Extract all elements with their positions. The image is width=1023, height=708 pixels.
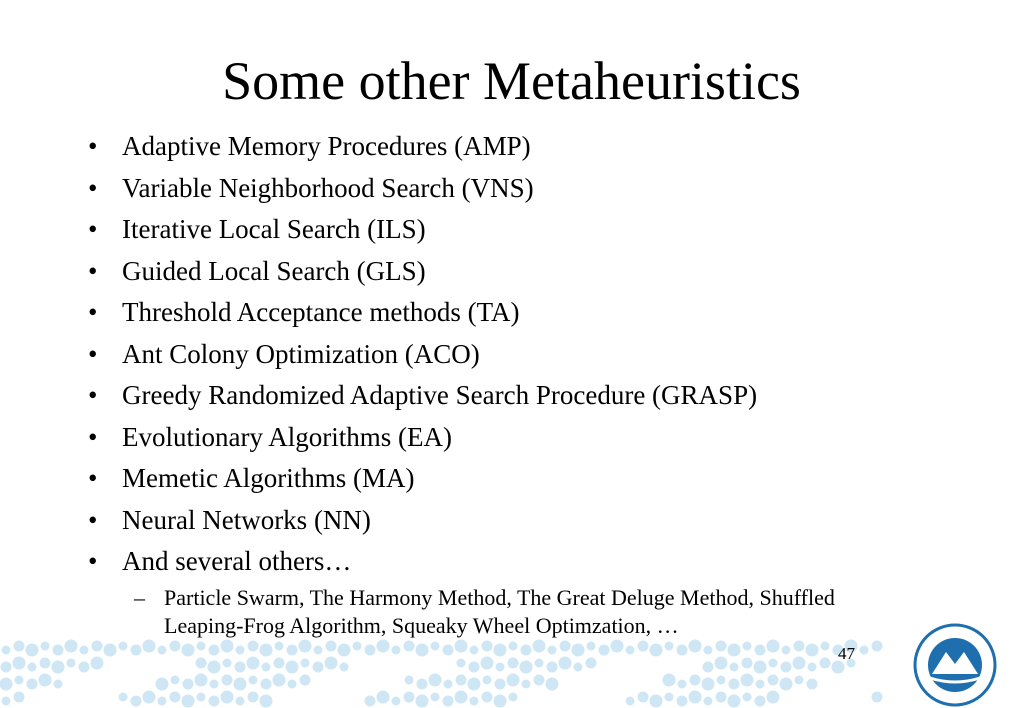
decor-dot — [26, 644, 39, 657]
decor-dot — [742, 658, 753, 669]
decor-dot — [546, 678, 559, 691]
bullet-dot: • — [88, 463, 98, 493]
decor-dot — [14, 692, 25, 703]
decor-dot — [715, 657, 728, 670]
decor-dot — [482, 641, 493, 652]
decor-dot — [482, 692, 493, 703]
decor-dot — [221, 691, 234, 704]
decor-dot — [755, 645, 766, 656]
decor-dot — [665, 642, 674, 651]
decor-dot — [182, 695, 195, 708]
decor-dot — [780, 678, 793, 691]
decor-dot — [13, 657, 26, 670]
decor-dot — [509, 642, 518, 651]
decor-dot — [183, 679, 194, 690]
decor-dot — [260, 695, 273, 708]
decor-dot — [377, 691, 390, 704]
decor-dot — [520, 661, 533, 674]
decor-dot — [286, 661, 299, 674]
bullet-dot: • — [88, 297, 98, 327]
decor-dot — [262, 663, 271, 672]
decor-dot — [209, 645, 220, 656]
bullet-item — [88, 541, 968, 583]
decor-dot — [860, 646, 869, 655]
decor-dot — [91, 657, 104, 670]
dot-pattern-decoration — [0, 632, 900, 708]
bullet-item — [88, 334, 968, 376]
decor-dot — [247, 657, 260, 670]
decor-dot — [171, 676, 180, 685]
decor-dot — [703, 662, 714, 673]
decor-dot — [767, 691, 780, 704]
bullet-text: Greedy Randomized Adaptive Search Procedure (GRASP) — [122, 380, 758, 410]
decor-dot — [587, 642, 596, 651]
bullet-text: Guided Local Search (GLS) — [122, 255, 426, 286]
decor-dot — [223, 659, 232, 668]
decor-dot — [522, 680, 531, 689]
decor-dot — [104, 644, 117, 657]
bullet-dot: • — [88, 172, 98, 203]
decor-dot — [730, 663, 739, 672]
decor-dot — [560, 641, 571, 652]
decor-dot — [431, 693, 440, 702]
decor-dot — [781, 662, 792, 673]
decor-dot — [767, 640, 780, 653]
decor-dot — [260, 644, 273, 657]
decor-dot — [455, 640, 468, 653]
decor-dot — [314, 646, 323, 655]
decor-dot — [197, 642, 206, 651]
decor-dot — [40, 658, 51, 669]
decor-dot — [455, 691, 468, 704]
decor-dot — [249, 676, 258, 685]
decor-dot — [443, 696, 454, 707]
decor-dot — [509, 693, 518, 702]
decor-dot — [586, 658, 597, 669]
decor-dot — [156, 678, 169, 691]
bullet-text: Threshold Acceptance methods (TA) — [122, 297, 520, 327]
decor-dot — [495, 679, 506, 690]
decor-dot — [80, 646, 89, 655]
bullet-item — [88, 168, 968, 210]
bullet-list — [88, 126, 968, 583]
decor-dot — [768, 675, 779, 686]
sub-bullet-text: Particle Swarm, The Harmony Method, The Great Deluge Method, Shuffled Leaping-Frog Algorithm, Squeaky Wheel Optimzation, … — [164, 585, 835, 638]
decor-dot — [67, 659, 76, 668]
bullet-item — [88, 458, 968, 500]
decor-dot — [470, 646, 479, 655]
decor-dot — [65, 640, 78, 653]
decor-dot — [808, 663, 817, 672]
decor-dot — [248, 692, 259, 703]
bullet-text: Iterative Local Search (ILS) — [122, 214, 426, 244]
bullet-text: Neural Networks (NN) — [122, 504, 371, 535]
decor-dot — [365, 696, 376, 707]
decor-dot — [807, 679, 818, 690]
decor-dot — [626, 646, 635, 655]
decor-dot — [275, 642, 284, 651]
decor-dot — [443, 645, 454, 656]
decor-dot — [444, 680, 453, 689]
decor-dot — [793, 657, 806, 670]
decor-dot — [483, 676, 492, 685]
decor-dot — [313, 662, 324, 673]
decor-dot — [340, 663, 349, 672]
decor-dot — [39, 674, 52, 687]
decor-dot — [377, 640, 390, 653]
decor-dot — [287, 645, 298, 656]
decor-dot — [143, 691, 156, 704]
decor-dot — [741, 674, 754, 687]
decor-dot — [665, 693, 674, 702]
decor-dot — [274, 658, 285, 669]
decor-dot — [210, 680, 219, 689]
decor-dot — [182, 644, 195, 657]
bullet-text: Evolutionary Algorithms (EA) — [122, 421, 452, 452]
bullet-dot: • — [88, 421, 98, 452]
decor-dot — [0, 678, 13, 691]
decor-dot — [208, 661, 221, 674]
decor-dot — [299, 640, 312, 653]
decor-dot — [14, 641, 25, 652]
bullet-item — [88, 292, 968, 334]
decor-dot — [677, 645, 688, 656]
decor-dot — [469, 662, 480, 673]
decor-dot — [806, 644, 819, 657]
bullet-text: Memetic Algorithms (MA) — [122, 463, 415, 493]
decor-dot — [704, 697, 713, 706]
decor-dot — [704, 646, 713, 655]
decor-dot — [821, 642, 830, 651]
bullet-dot: • — [88, 338, 98, 369]
decor-dot — [690, 675, 701, 686]
decor-dot — [1, 662, 12, 673]
decor-dot — [170, 641, 181, 652]
decor-dot — [548, 646, 557, 655]
decor-dot — [273, 674, 286, 687]
decor-dot — [222, 675, 233, 686]
bullet-text: Ant Colony Optimization (ACO) — [122, 338, 480, 369]
decor-dot — [457, 659, 466, 668]
page-number: 47 — [838, 644, 855, 663]
decor-dot — [872, 641, 883, 652]
decor-dot — [405, 676, 414, 685]
decor-dot — [92, 641, 103, 652]
decor-dot — [404, 692, 415, 703]
decor-dot — [756, 680, 765, 689]
decor-dot — [429, 674, 442, 687]
decor-dot — [663, 674, 676, 687]
decor-dot — [197, 693, 206, 702]
decor-dot — [572, 644, 585, 657]
decor-dot — [288, 680, 297, 689]
dot-pattern-group — [0, 640, 883, 708]
decor-dot — [53, 645, 64, 656]
decor-dot — [468, 678, 481, 691]
decor-dot — [729, 679, 740, 690]
decor-dot — [574, 663, 583, 672]
bullet-item — [88, 209, 968, 251]
decor-dot — [41, 642, 50, 651]
bullet-text: Variable Neighborhood Search (VNS) — [122, 172, 534, 203]
decor-dot — [872, 692, 883, 703]
decor-dot — [326, 641, 337, 652]
bullet-dot: • — [88, 546, 98, 576]
decor-dot — [392, 646, 401, 655]
decor-dot — [599, 645, 610, 656]
decor-dot — [533, 640, 546, 653]
bullet-dot: • — [88, 131, 98, 161]
decor-dot — [392, 697, 401, 706]
decor-dot — [158, 697, 167, 706]
decor-dot — [677, 696, 688, 707]
decor-dot — [754, 661, 767, 674]
decor-dot — [221, 640, 234, 653]
bullet-dot: • — [88, 504, 98, 535]
bullet-text: And several others… — [122, 546, 352, 576]
decor-dot — [158, 646, 167, 655]
bullet-dot: • — [88, 380, 98, 410]
decor-dot — [416, 695, 429, 708]
decor-dot — [28, 663, 37, 672]
decor-dot — [2, 697, 11, 706]
bullet-item — [88, 375, 968, 417]
bullet-item — [88, 126, 968, 168]
decor-dot — [234, 678, 247, 691]
decor-dot — [743, 693, 752, 702]
decor-dot — [325, 657, 338, 670]
decor-dot — [507, 674, 520, 687]
decor-dot — [119, 693, 128, 702]
decor-dot — [820, 658, 831, 669]
bullet-item — [88, 500, 968, 542]
decor-dot — [702, 678, 715, 691]
decor-dot — [143, 640, 156, 653]
decor-dot — [481, 657, 494, 670]
decor-dot — [638, 641, 649, 652]
decor-dot — [716, 641, 727, 652]
decor-dot — [769, 659, 778, 668]
decor-dot — [716, 692, 727, 703]
decor-dot — [404, 641, 415, 652]
decor-dot — [2, 646, 11, 655]
decor-dot — [534, 675, 545, 686]
decor-dot — [611, 640, 624, 653]
decor-dot — [417, 679, 428, 690]
decor-dot — [782, 646, 791, 655]
decor-dot — [626, 697, 635, 706]
sub-bullet-dash: – — [134, 585, 145, 610]
decor-dot — [689, 640, 702, 653]
decor-dot — [261, 679, 272, 690]
decor-dot — [521, 645, 532, 656]
decor-dot — [15, 676, 24, 685]
decor-dot — [353, 642, 362, 651]
decor-dot — [650, 695, 663, 708]
decor-dot — [416, 644, 429, 657]
decor-dot — [728, 695, 741, 708]
decor-dot — [743, 642, 752, 651]
decor-dot — [794, 641, 805, 652]
decor-dot — [494, 644, 507, 657]
decor-dot — [650, 644, 663, 657]
decor-dot — [494, 695, 507, 708]
decor-dot — [717, 676, 726, 685]
decor-dot — [728, 644, 741, 657]
decor-dot — [79, 662, 90, 673]
decor-dot — [547, 662, 558, 673]
decor-dot — [795, 676, 804, 685]
decor-dot — [755, 696, 766, 707]
bullet-item — [88, 251, 968, 293]
decor-dot — [131, 645, 142, 656]
bullet-text: Adaptive Memory Procedures (AMP) — [122, 131, 531, 161]
decor-dot — [470, 697, 479, 706]
decor-dot — [195, 674, 208, 687]
decor-dot — [559, 657, 572, 670]
decor-dot — [508, 658, 519, 669]
decor-dot — [456, 675, 467, 686]
decor-dot — [54, 680, 63, 689]
decor-dot — [236, 646, 245, 655]
decor-dot — [535, 659, 544, 668]
decor-dot — [689, 691, 702, 704]
decor-dot — [27, 679, 38, 690]
slide-title: Some other Metaheuristics — [222, 51, 801, 111]
bullet-dot: • — [88, 214, 98, 244]
decor-dot — [236, 697, 245, 706]
college-logo — [910, 622, 1000, 708]
decor-dot — [209, 696, 220, 707]
decor-dot — [52, 661, 65, 674]
decor-dot — [338, 644, 351, 657]
decor-dot — [196, 658, 207, 669]
decor-dot — [235, 662, 246, 673]
decor-dot — [170, 692, 181, 703]
decor-dot — [131, 696, 142, 707]
decor-dot — [119, 642, 128, 651]
decor-dot — [496, 663, 505, 672]
bullet-dot: • — [88, 255, 98, 286]
decor-dot — [365, 645, 376, 656]
decor-dot — [431, 642, 440, 651]
decor-dot — [300, 675, 311, 686]
bullet-item — [88, 417, 968, 459]
decor-dot — [248, 641, 259, 652]
decor-dot — [638, 692, 649, 703]
decor-dot — [301, 659, 310, 668]
decor-dot — [678, 680, 687, 689]
